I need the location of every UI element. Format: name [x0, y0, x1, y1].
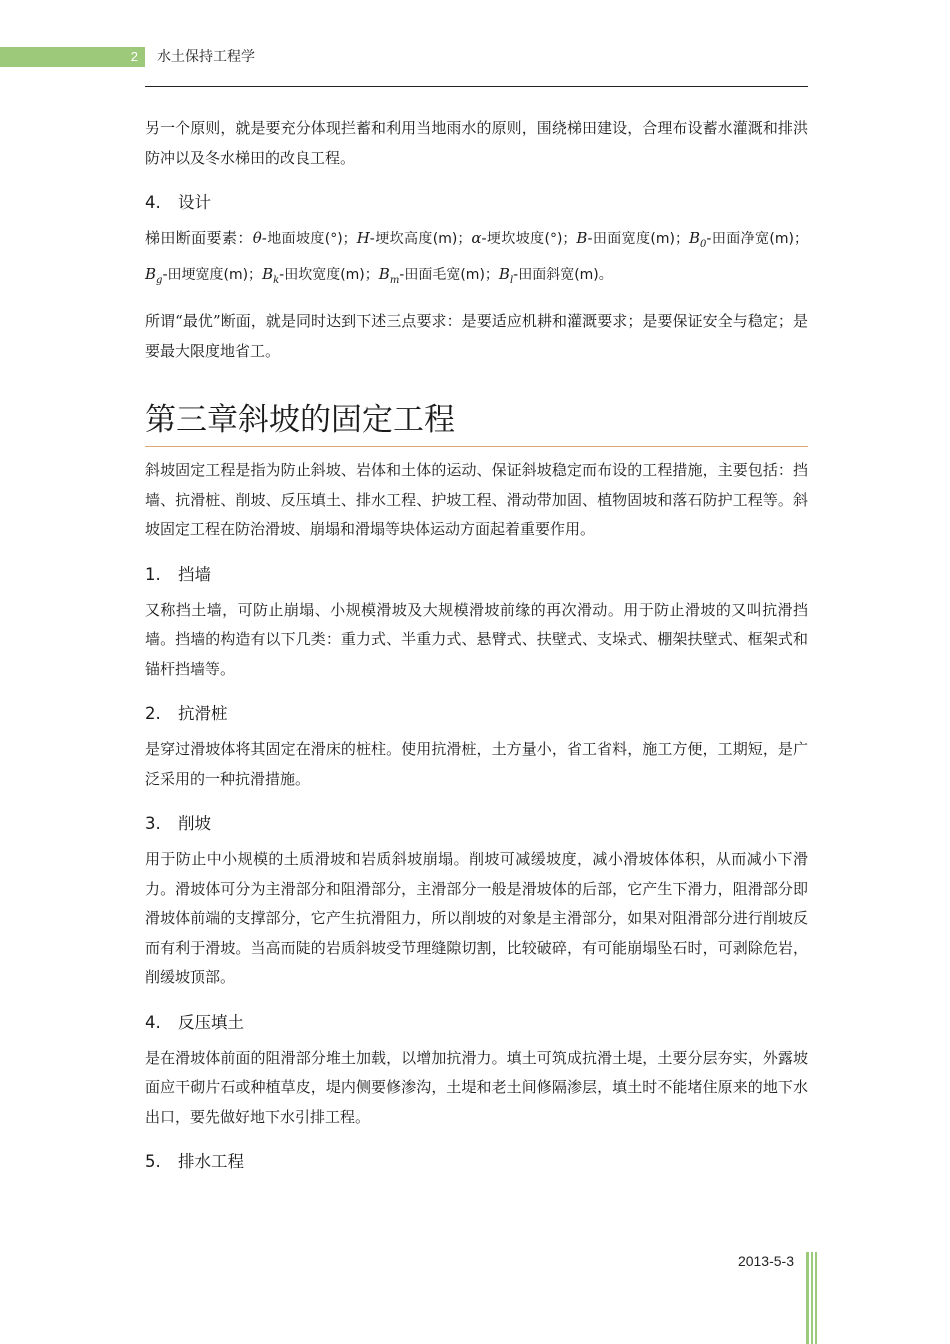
footer-date: 2013-5-3 — [737, 1253, 794, 1269]
book-title: 水土保持工程学 — [157, 49, 255, 65]
footer-accent-line — [806, 1252, 809, 1344]
page-number: 2 — [130, 49, 138, 64]
section-heading — [145, 806, 808, 845]
section-title: 削坡 — [178, 814, 211, 833]
terrace-params-paragraph — [145, 224, 808, 295]
chapter-divider — [145, 446, 808, 447]
intro-paragraph: 另一个原则，就是要充分体现拦蓄和利用当地雨水的原则，围绕梯田建设，合理布设蓄水灌溉和排洪防冲以及冬水梯田的改良工程。 — [145, 119, 808, 167]
bm-subscript: m — [389, 274, 400, 286]
param-gross-width: -田面毛宽(m)； — [399, 266, 499, 283]
bg-subscript: g — [156, 274, 163, 286]
section-paragraph: 用于防止中小规模的土质滑坡和岩质斜坡崩塌。削坡可减缓坡度，减小滑坡体体积，从而减小下滑力。滑坡体可分为主滑部分和阻滑部分，主滑部分一般是滑坡体的后部，它产生下滑力，阻滑部分即滑坡体前端的支撑部分，它产生抗滑阻力，所以削坡的对象是主滑部分，如果对阻滑部分进行削坡反而有利于滑坡。当高而陡的岩质斜坡受节理缝隙切割，比较破碎，有可能崩塌坠石时，可剥除危岩，削缓坡顶部。 — [145, 850, 808, 986]
section-number: 1. — [145, 564, 161, 584]
section-number: 4. — [145, 1012, 161, 1032]
footer-accent-line — [815, 1252, 817, 1344]
header-divider — [145, 86, 808, 87]
param-bund-slope: -埂坎坡度(°)； — [481, 231, 577, 247]
design-heading — [145, 185, 808, 224]
section-title: 排水工程 — [178, 1152, 244, 1171]
chapter-intro-paragraph: 斜坡固定工程是指为防止斜坡、岩体和土体的运动、保证斜坡稳定而布设的工程措施，主要包括：挡墙、抗滑桩、削坡、反压填土、排水工程、护坡工程、滑动带加固、植物固坡和落石防护工程等。斜坡固定工程在防治滑坡、崩塌和滑塌等块体运动方面起着重要作用。 — [145, 461, 808, 538]
section-number: 3. — [145, 814, 161, 833]
section-number: 5. — [145, 1152, 161, 1171]
bg-symbol: B — [145, 264, 157, 283]
bl-subscript: l — [509, 274, 514, 286]
param-field-width: -田面宽度(m)； — [587, 231, 689, 247]
section-title: 挡墙 — [178, 564, 211, 584]
bk-symbol: B — [262, 264, 274, 283]
section-heading — [145, 1144, 808, 1183]
h-symbol: H — [356, 229, 370, 247]
design-heading-number: 4. — [145, 193, 161, 212]
chapter-title: 第三章斜坡的固定工程 — [145, 402, 455, 438]
bm-symbol: B — [378, 264, 390, 283]
param-slope-width: -田面斜宽(m)。 — [513, 266, 613, 283]
alpha-symbol: α — [471, 229, 482, 247]
section-paragraph: 又称挡土墙，可防止崩塌、小规模滑坡及大规模滑坡前缘的再次滑动。用于防止滑坡的又叫抗滑挡墙。挡墙的构造有以下几类：重力式、半重力式、悬臂式、扶壁式、支垛式、棚架扶壁式、框架式和锚杆挡墙等。 — [145, 600, 808, 678]
param-ridge-width: -田埂宽度(m)； — [162, 266, 263, 283]
section-title: 抗滑桩 — [178, 704, 228, 723]
section-heading — [145, 696, 808, 735]
section-paragraph: 是在滑坡体前面的阻滑部分堆土加载，以增加抗滑力。填土可筑成抗滑土堤，土要分层夯实，外露坡面应干砌片石或种植草皮，堤内侧要修渗沟，土堤和老土间修隔渗层，填土时不能堵住原来的地下水出口，要先做好地下水引排工程。 — [145, 1048, 808, 1126]
param-net-width: -田面净宽(m)； — [706, 231, 808, 247]
theta-symbol: θ — [252, 229, 262, 247]
param-ground-slope: -地面坡度(°)； — [261, 231, 357, 247]
design-heading-text: 设计 — [178, 193, 211, 212]
param-bund-height: -埂坎高度(m)； — [369, 231, 472, 247]
bl-symbol: B — [498, 264, 510, 283]
footer-accent-line — [811, 1252, 813, 1344]
page-content — [145, 114, 808, 1183]
section-number: 2. — [145, 704, 161, 723]
bk-subscript: k — [273, 274, 280, 286]
param-bank-width: -田坎宽度(m)； — [279, 266, 379, 283]
section-heading — [145, 1005, 808, 1044]
b0-symbol: B — [689, 229, 701, 247]
params-lead: 梯田断面要素： — [145, 229, 253, 247]
section-paragraph: 是穿过滑坡体将其固定在滑床的桩柱。使用抗滑桩，土方量小，省工省料，施工方便，工期短，是广泛采用的一种抗滑措施。 — [145, 740, 808, 788]
b-symbol: B — [576, 229, 588, 247]
section-title: 反压填土 — [178, 1012, 244, 1032]
optimal-section-paragraph: 所谓“最优”断面，就是同时达到下述三点要求：是要适应机耕和灌溉要求；是要保证安全与稳定；是要最大限度地省工。 — [145, 312, 808, 360]
section-heading — [145, 557, 808, 596]
b0-subscript: 0 — [700, 239, 707, 250]
